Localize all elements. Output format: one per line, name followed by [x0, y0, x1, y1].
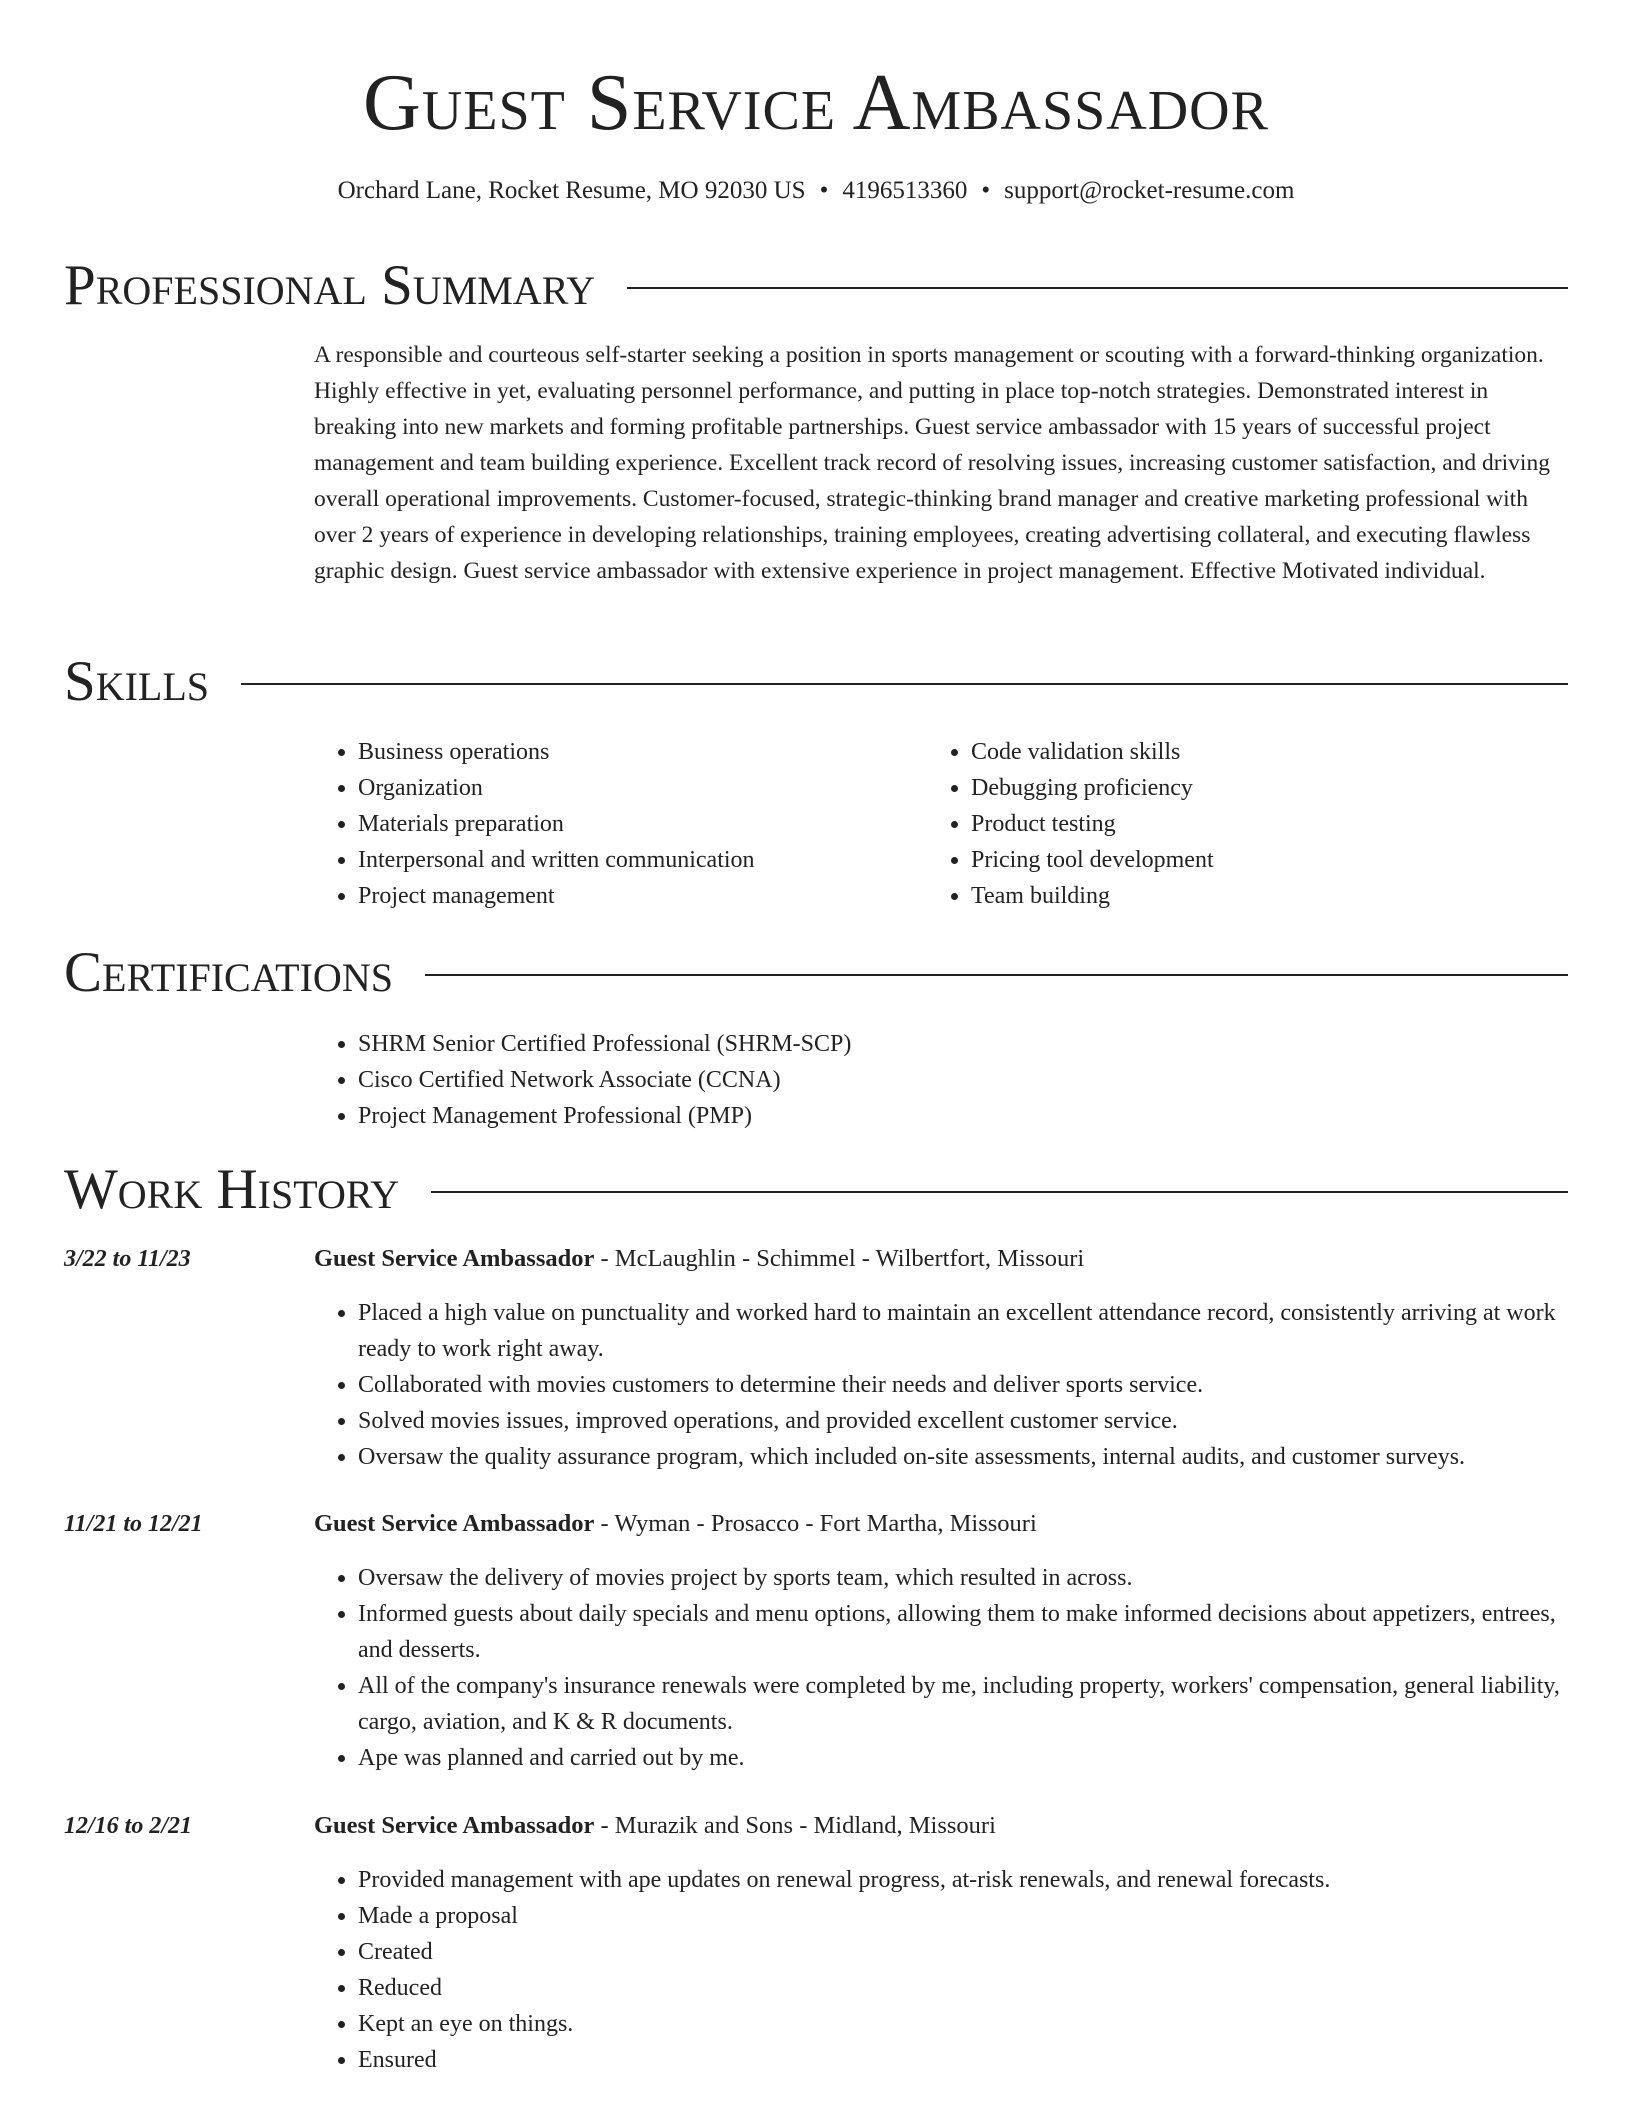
job-bullet: • Informed guests about daily specials and menu options, allowing them to make informed decisions about appetizers, entrees, and desserts.: [358, 1596, 1568, 1668]
job-bullet: • Oversaw the quality assurance program, which included on-site assessments, internal audits, and customer surveys.: [358, 1439, 1568, 1475]
job-bullet: • Placed a high value on punctuality and worked hard to maintain an excellent attendance record, consistently arriving at work ready to work right away.: [358, 1295, 1568, 1367]
resume-name: Guest Service Ambassador: [363, 59, 1269, 147]
section-divider: [431, 1191, 1568, 1193]
section-header-work-history: [64, 1155, 1568, 1225]
skill-item: • Interpersonal and written communication: [358, 842, 914, 878]
job-bullet: • Ensured: [358, 2042, 1568, 2078]
certification-item: • Cisco Certified Network Associate (CCNA): [358, 1062, 851, 1098]
job-dates: 3/22 to 11/23: [64, 1246, 191, 1272]
summary-text: A responsible and courteous self-starter seeking a position in sports management or scouting with a forward-thinking organization. Highly effective in yet, evaluating personnel performance, and putting in place top-notch strategies. Demonstrated interest in breaking into new markets and forming profitable partnerships. Guest service ambassador with 15 years of successful project management and team building experience. Excellent track record of resolving issues, increasing customer satisfaction, and driving overall operational improvements. Customer-focused, strategic-thinking brand manager and creative marketing professional with over 2 years of experience in developing relationships, training employees, creating advertising collateral, and executing flawless graphic design. Guest service ambassador with extensive experience in project management. Effective Motivated individual.: [314, 342, 1550, 584]
job-header: [314, 1241, 1084, 1277]
certifications-block: [314, 1026, 851, 1134]
contact-email: support@rocket-resume.com: [1004, 177, 1295, 204]
job-bullet: • Kept an eye on things.: [358, 2006, 1568, 2042]
certification-item: • Project Management Professional (PMP): [358, 1098, 851, 1134]
skill-item: • Project management: [358, 878, 914, 914]
section-header-certifications: [64, 938, 1568, 1008]
section-divider: [627, 287, 1568, 289]
job-dates: 11/21 to 12/21: [64, 1511, 203, 1537]
job-employer: - McLaughlin - Schimmel - Wilbertfort, Missouri: [594, 1245, 1085, 1272]
job-bullet-list: [314, 1862, 1568, 2078]
contact-separator: •: [981, 177, 991, 204]
job-bullet: • Created: [358, 1934, 1568, 1970]
skill-item: • Business operations: [358, 734, 914, 770]
job-bullets: [314, 1560, 1568, 1776]
skills-column-right: [927, 734, 1527, 914]
job-header: [314, 1808, 996, 1844]
job-bullet-list: [314, 1295, 1568, 1475]
job-bullet: • Ape was planned and carried out by me.: [358, 1740, 1568, 1776]
section-title: Certifications: [64, 941, 393, 1004]
section-divider: [241, 683, 1568, 685]
skills-list: [927, 734, 1527, 914]
job-title: Guest Service Ambassador: [314, 1812, 595, 1839]
skill-item: • Code validation skills: [971, 734, 1527, 770]
section-title: Work History: [64, 1158, 400, 1221]
job-title: Guest Service Ambassador: [314, 1510, 595, 1537]
job-bullet: • Collaborated with movies customers to determine their needs and deliver sports service.: [358, 1367, 1568, 1403]
skill-item: • Pricing tool development: [971, 842, 1527, 878]
job-bullet: • Made a proposal: [358, 1898, 1568, 1934]
skill-item: • Organization: [358, 770, 914, 806]
section-divider: [425, 974, 1568, 976]
skill-item: • Debugging proficiency: [971, 770, 1527, 806]
contact-line: [0, 174, 1632, 208]
section-header-skills: [64, 647, 1568, 717]
section-header-summary: [64, 251, 1568, 321]
job-employer: - Wyman - Prosacco - Fort Martha, Missouri: [594, 1510, 1037, 1537]
job-title: Guest Service Ambassador: [314, 1245, 595, 1272]
skills-list: [314, 734, 914, 914]
job-bullet-list: [314, 1560, 1568, 1776]
certification-item: • SHRM Senior Certified Professional (SHRM-SCP): [358, 1026, 851, 1062]
section-title: Skills: [64, 650, 210, 713]
job-bullets: [314, 1295, 1568, 1475]
job-bullet: • Reduced: [358, 1970, 1568, 2006]
section-title: Professional Summary: [64, 254, 596, 317]
job-bullet: • All of the company's insurance renewals were completed by me, including property, workers' compensation, general liability, cargo, aviation, and K & R documents.: [358, 1668, 1568, 1740]
job-dates: 12/16 to 2/21: [64, 1813, 193, 1839]
job-bullet: • Solved movies issues, improved operations, and provided excellent customer service.: [358, 1403, 1568, 1439]
job-header: [314, 1506, 1037, 1542]
skills-column-left: [314, 734, 914, 914]
skill-item: • Team building: [971, 878, 1527, 914]
contact-phone: 4196513360: [842, 177, 968, 204]
skill-item: • Materials preparation: [358, 806, 914, 842]
job-bullet: • Oversaw the delivery of movies project by sports team, which resulted in across.: [358, 1560, 1568, 1596]
skill-item: • Product testing: [971, 806, 1527, 842]
contact-separator: •: [819, 177, 829, 204]
contact-address: Orchard Lane, Rocket Resume, MO 92030 US: [337, 177, 806, 204]
certifications-list: [314, 1026, 851, 1134]
job-employer: - Murazik and Sons - Midland, Missouri: [594, 1812, 996, 1839]
job-bullet: • Provided management with ape updates on renewal progress, at-risk renewals, and renewal forecasts.: [358, 1862, 1568, 1898]
job-bullets: [314, 1862, 1568, 2078]
